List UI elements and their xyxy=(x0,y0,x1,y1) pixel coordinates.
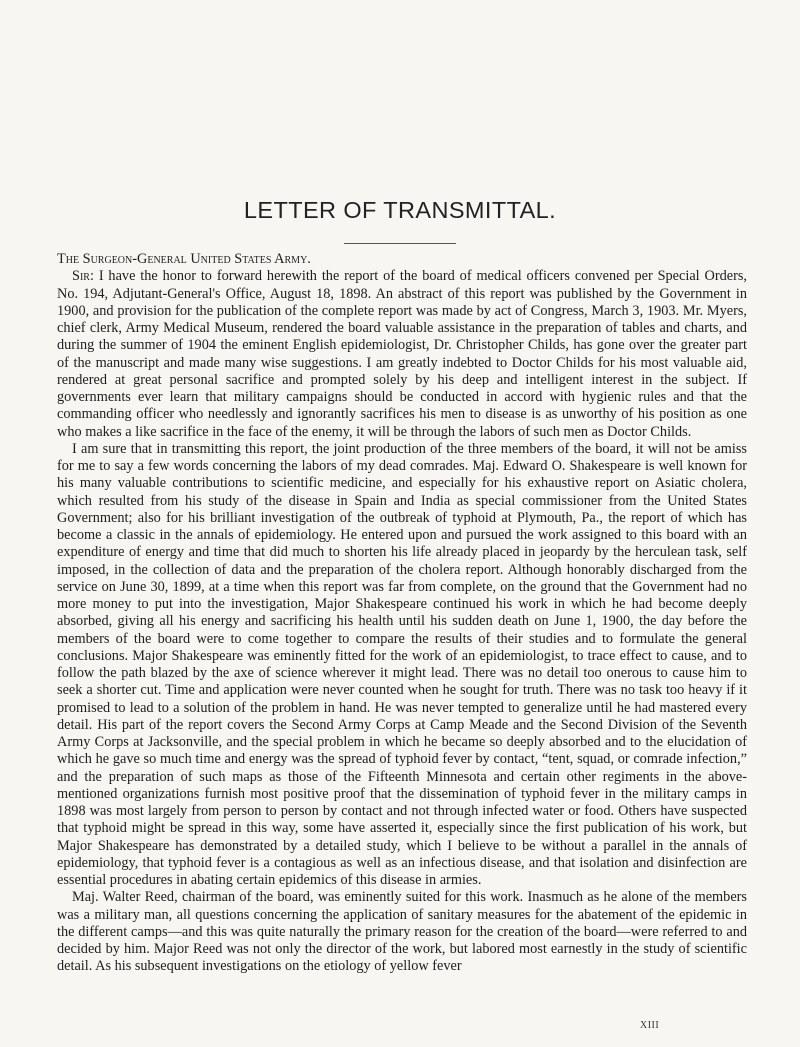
title-divider xyxy=(344,243,456,244)
paragraph-1-text: I have the honor to forward herewith the report of the board of medical officers convened per Special Orders, No. 194, Adjutant-General's Office, August 18, 1898. An abstract of this report was published by the Government in 1900, and provision for the publication of the complete report was made by act of Congress, March 3, 1903. Mr. Myers, chief clerk, Army Medical Museum, rendered the board valuable assistance in the preparation of tables and charts, and during the summer of 1904 the eminent English epidemiologist, Dr. Christopher Childs, has gone over the greater part of the manuscript and made many wise suggestions. I am greatly indebted to Doctor Childs for his most valuable aid, rendered at great personal sacrifice and prompted solely by his deep and intelligent interest in the subject. If governments ever learn that military campaigns should be conducted in accord with hygienic rules and that the commanding officer who needlessly and ignorantly sacrifices his men to disease is as unworthy of his position as one who makes a like sacrifice in the face of the enemy, it will be through the labors of such men as Doctor Childs. xyxy=(57,268,748,440)
paragraph-2: I am sure that in transmitting this report, the joint production of the three members of the board, it will not be amiss for me to say a few words concerning the labors of my dead comrades. Maj. Edward O. Shakespeare is well known for his many valuable contributions to scientific medicine, and especially for his exhaustive report on Asiatic cholera, which resulted from his study of the disease in Spain and India as special commissioner from the United States Government; also for his brilliant investigation of the outbreak of typhoid at Plymouth, Pa., the report of which has become a classic in the annals of epidemiology. He entered upon and pursued the work assigned to this board with an expenditure of energy and time that did much to shorten his life already placed in jeopardy by the herculean task, self imposed, in the collection of data and the preparation of the cholera report. Although honorably discharged from the service on June 30, 1899, at a time when this report was far from complete, on the ground that the Government had no more money to put into the investigation, Major Shakespeare continued his work in which he had become deeply absorbed, giving all his energy and sacrificing his health until his sudden death on June 1, 1900, the day before the members of the board were to come together to compare the results of their studies and to formulate the general conclusions. Major Shakespeare was eminently fitted for the work of an epidemiologist, to trace effect to cause, and to follow the path blazed by the axe of science wherever it might lead. There was no detail too onerous to cause him to seek a shorter cut. Time and application were never counted when he sought for truth. There was no task too heavy if it promised to lead to a solution of the problem in hand. He was never tempted to generalize until he had mastered every detail. His part of the report covers the Second Army Corps at Camp Meade and the Second Division of the Seventh Army Corps at Jacksonville, and the special problem in which he became so deeply absorbed and to the elucidation of which he gave so much time and energy was the spread of typhoid fever by contact, “tent, squad, or comrade infection,” and the preparation of such maps as those of the Fifteenth Minnesota and certain other regiments in the above-mentioned organizations furnish most positive proof that the dissemination of typhoid fever in the military camps in 1898 was most largely from person to person by contact and not through infected water or food. Others have suspected that typhoid might be spread in this way, some have asserted it, especially since the first publication of his work, but Major Shakespeare has demonstrated by a detailed study, which I believe to be without a parallel in the annals of epidemiology, that typhoid fever is a contagious as well as an infectious disease, and that isolation and disinfection are essential procedures in abating certain epidemics of this disease in armies. xyxy=(57,440,747,888)
addressee-line: The Surgeon-General United States Army. xyxy=(57,251,311,267)
page-number: XIII xyxy=(640,1020,660,1031)
paragraph-3: Maj. Walter Reed, chairman of the board, was eminently suited for this work. Inasmuch as he alone of the members was a military man, all questions concerning the application of sanitary measures for the abatement of the epidemic in the different camps—and this was quite naturally the primary reason for the creation of the board—were referred to and decided by him. Major Reed was not only the director of the work, but labored most earnestly in the study of scientific detail. As his subsequent investigations on the etiology of yellow fever xyxy=(57,889,747,975)
page-title: LETTER OF TRANSMITTAL. xyxy=(243,197,557,223)
salutation: Sir: xyxy=(72,268,94,285)
letter-body xyxy=(57,251,747,976)
paragraph-1 xyxy=(57,268,747,441)
